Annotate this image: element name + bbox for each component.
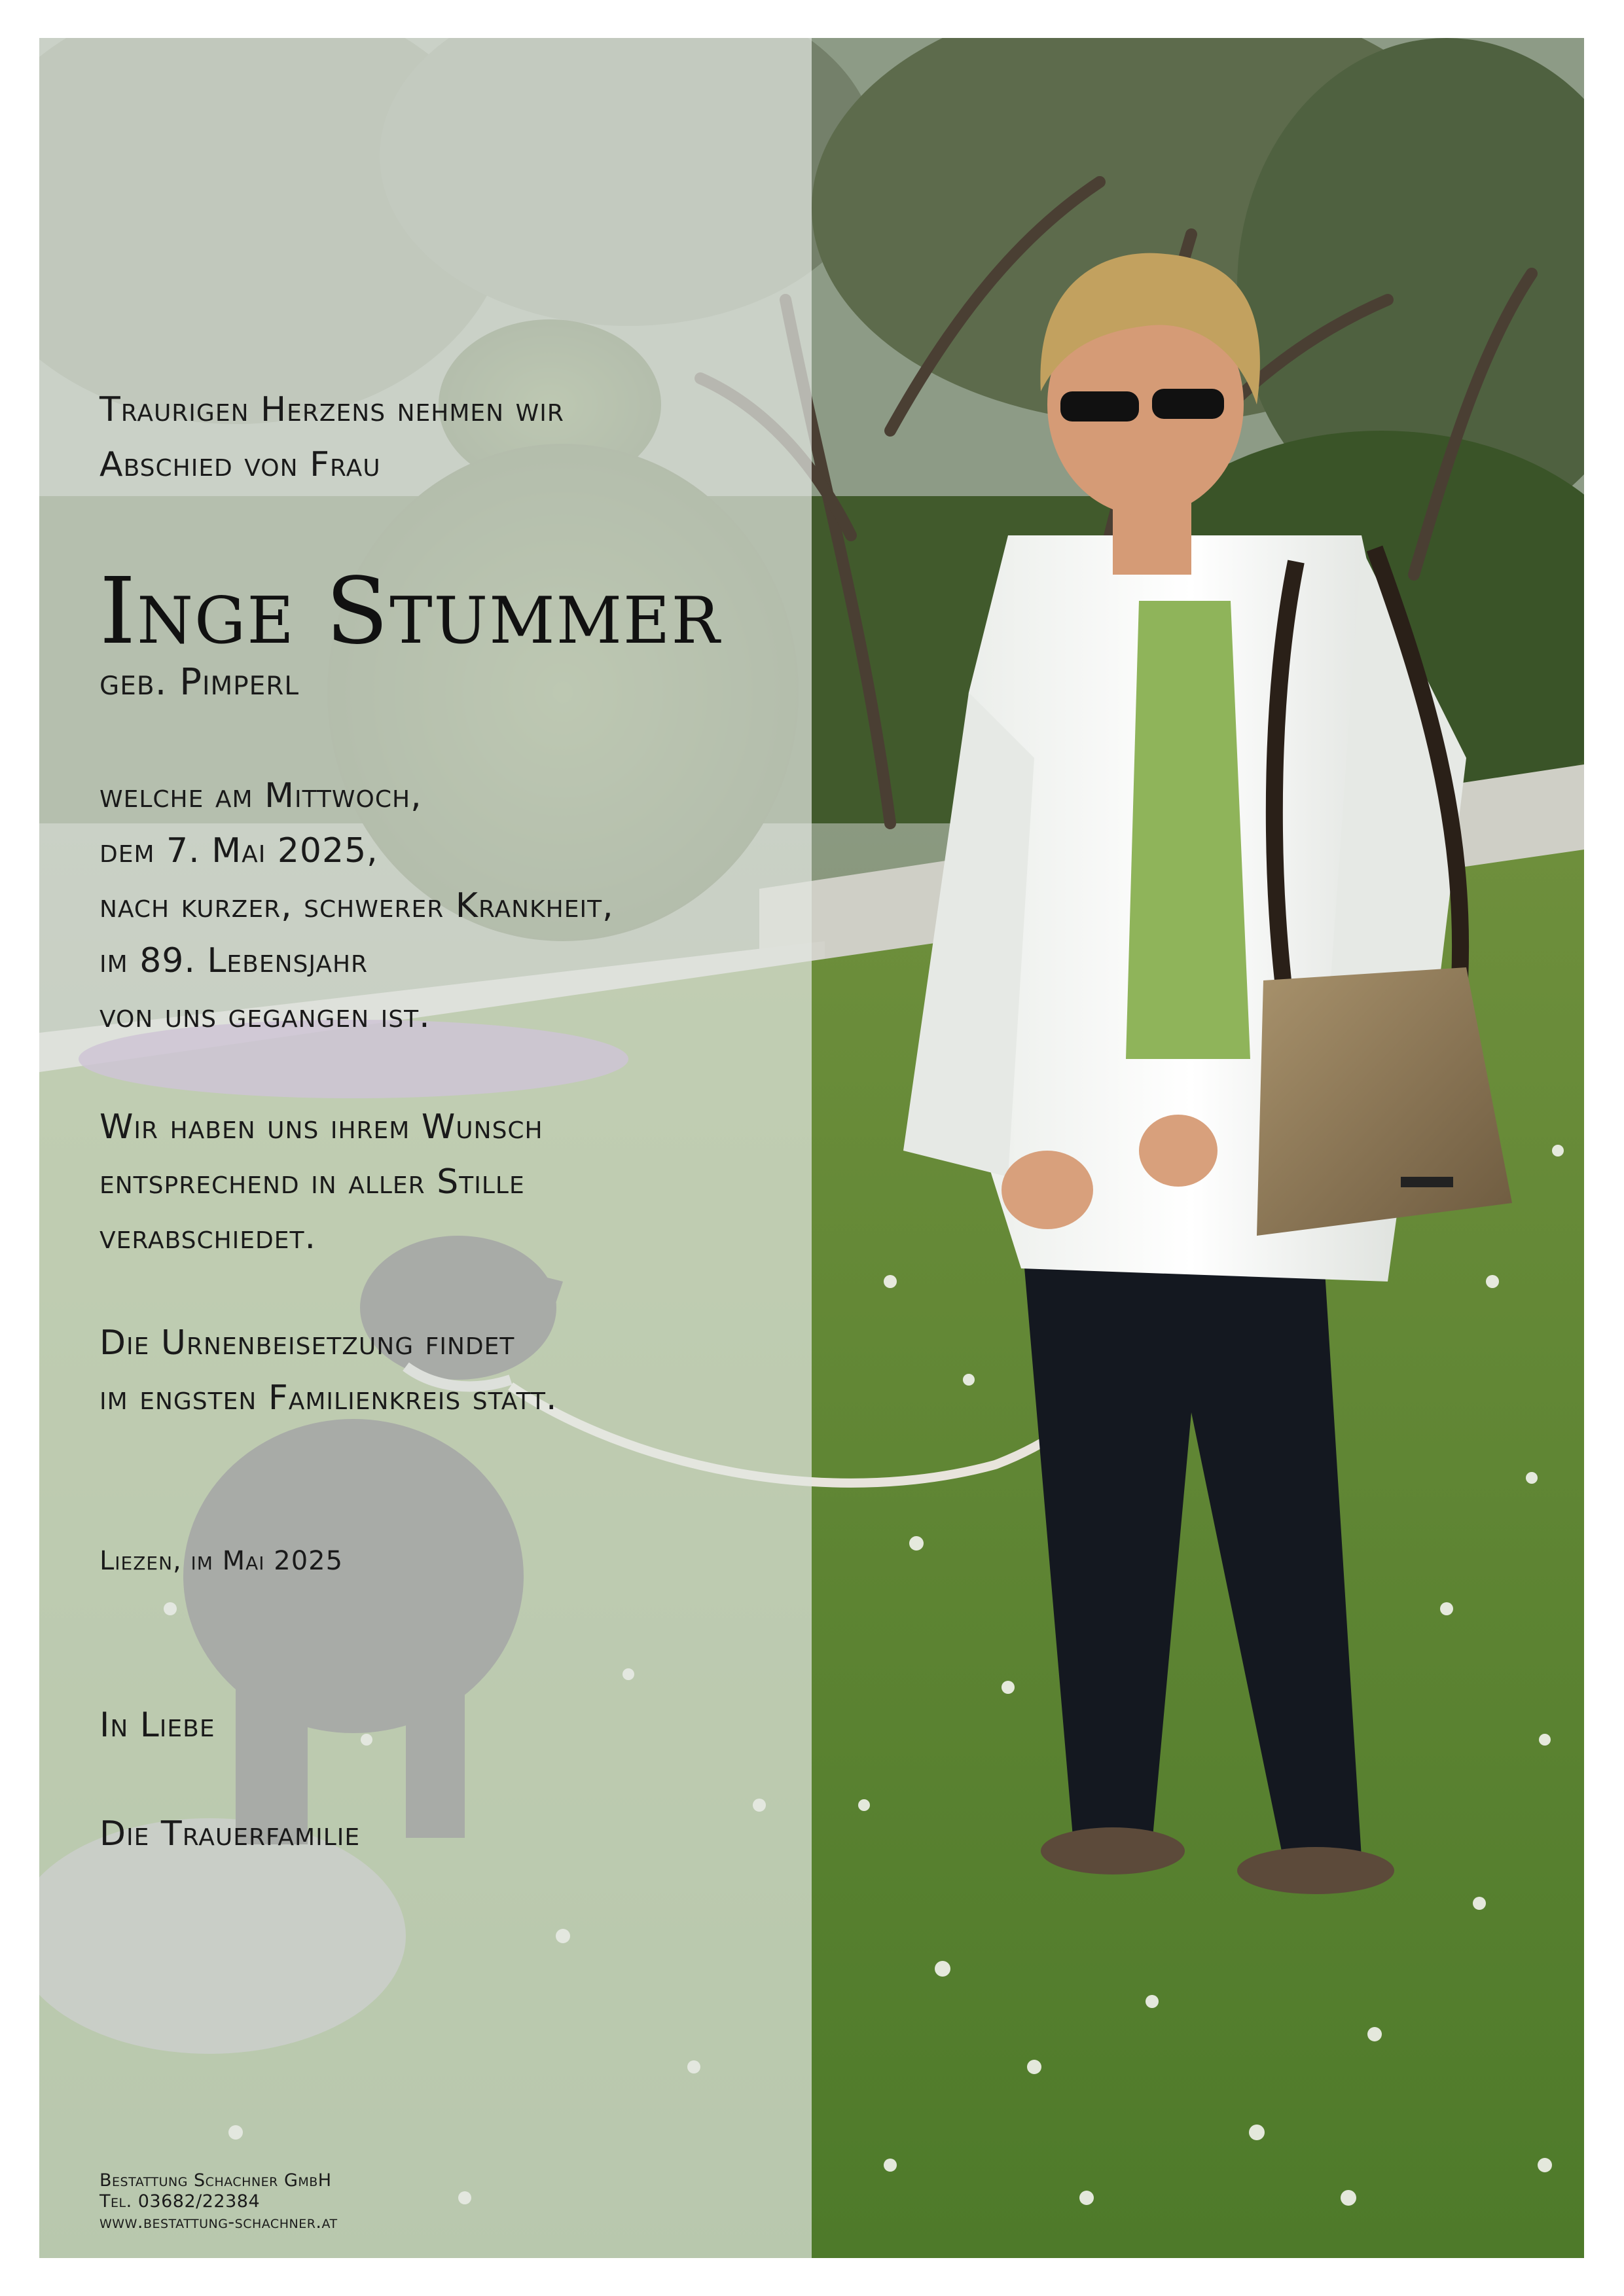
intro-line-2: Abschied von Frau (99, 445, 381, 484)
intro-line-1: Traurigen Herzens nehmen wir (99, 390, 564, 429)
death-notice-line-2: dem 7. Mai 2025, (99, 831, 378, 870)
deceased-name: Inge Stummer (99, 558, 721, 665)
burial-text (99, 1316, 558, 1426)
closing-text: In Liebe (99, 1706, 215, 1745)
intro-text (99, 382, 564, 492)
burial-line-1: Die Urnenbeisetzung findet (99, 1323, 515, 1363)
death-notice-line-1: welche am Mittwoch, (99, 776, 422, 816)
footer-company: Bestattung Schachner GmbH (99, 2170, 332, 2191)
farewell-text (99, 1100, 543, 1265)
funeral-home-footer (99, 2170, 338, 2233)
death-notice-line-5: von uns gegangen ist. (99, 996, 431, 1035)
death-notice (99, 768, 614, 1043)
place-date: Liezen, im Mai 2025 (99, 1546, 344, 1576)
footer-phone: Tel. 03682/22384 (99, 2191, 261, 2212)
footer-website: www.bestattung-schachner.at (99, 2212, 338, 2233)
farewell-line-2: entsprechend in aller Stille (99, 1162, 525, 1202)
burial-line-2: im engsten Familienkreis statt. (99, 1378, 558, 1418)
death-notice-line-4: im 89. Lebensjahr (99, 941, 369, 980)
death-notice-line-3: nach kurzer, schwerer Krankheit, (99, 886, 614, 925)
farewell-line-3: verabschiedet. (99, 1217, 317, 1257)
birth-name: geb. Pimperl (99, 661, 300, 704)
farewell-line-1: Wir haben uns ihrem Wunsch (99, 1107, 543, 1147)
family-signature: Die Trauerfamilie (99, 1814, 361, 1854)
